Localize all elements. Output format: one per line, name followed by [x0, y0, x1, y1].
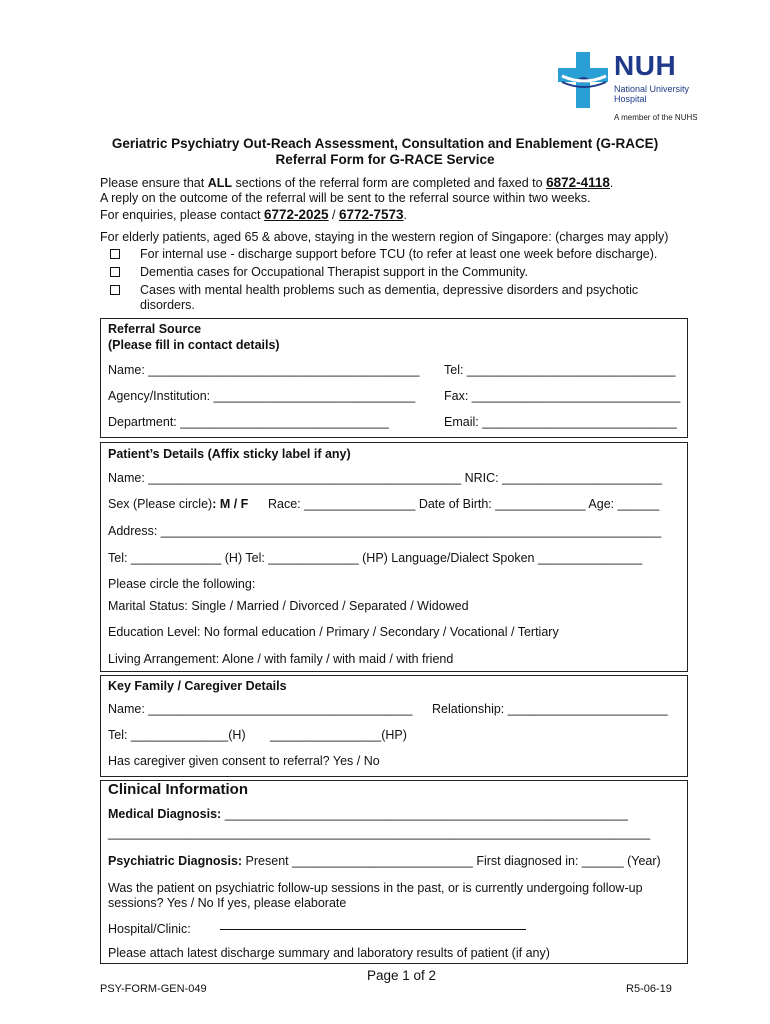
referral-department-field[interactable]: Department: ______________________________	[108, 415, 389, 429]
patient-heading: Patient’s Details (Affix sticky label if any)	[108, 447, 351, 461]
patient-circle-instruction: Please circle the following:	[108, 577, 256, 591]
intro-l1d: .	[609, 176, 614, 190]
family-tel-hp-field[interactable]: ________________(HP)	[270, 728, 407, 742]
phone-2: 6772-7573	[338, 207, 404, 222]
checkbox-dementia[interactable]	[110, 267, 120, 277]
referral-heading: Referral Source	[108, 322, 202, 336]
patient-sex-field[interactable]	[108, 497, 248, 511]
medical-diagnosis-label: Medical Diagnosis:	[108, 807, 222, 821]
form-revision: R5-06-19	[626, 983, 672, 995]
clinical-heading: Clinical Information	[108, 781, 249, 798]
intro-all: ALL	[207, 176, 233, 190]
family-name-field[interactable]: Name: ______________________________________	[108, 702, 413, 716]
checkbox-dementia-label: Dementia cases for Occupational Therapist support in the Community.	[140, 265, 528, 279]
patient-name-nric-field[interactable]: Name: _____________________________________________ NRIC: _______________________	[108, 471, 662, 485]
family-heading: Key Family / Caregiver Details	[108, 679, 287, 693]
checkbox-mental-health-label-2: disorders.	[140, 298, 195, 312]
medical-diagnosis-line-2[interactable]: ______________________________________________________________________________	[108, 826, 651, 840]
referral-tel-field[interactable]: Tel: ______________________________	[444, 363, 676, 377]
phone-sep: /	[328, 208, 339, 222]
logo-member: A member of the NUHS	[614, 113, 698, 122]
patient-education-level[interactable]: Education Level: No formal education / Primary / Secondary / Vocational / Tertiary	[108, 625, 559, 639]
psychiatric-diagnosis-label: Psychiatric Diagnosis:	[108, 854, 243, 868]
medical-diagnosis-line: __________________________________________________________	[221, 807, 628, 821]
intro-l3b: .	[403, 208, 408, 222]
logo-sub-line1: National University	[614, 84, 690, 94]
patient-address-field[interactable]: Address: ________________________________________________________________________	[108, 524, 662, 538]
checkbox-mental-health[interactable]	[110, 285, 120, 295]
referral-name-field[interactable]: Name: _______________________________________	[108, 363, 420, 377]
logo-subtitle	[614, 84, 689, 104]
referral-email-field[interactable]: Email: ____________________________	[444, 415, 677, 429]
psychiatric-diagnosis-field[interactable]	[108, 854, 661, 868]
hospital-clinic-line[interactable]	[220, 929, 526, 930]
patient-sex-label: Sex (Please circle)	[108, 497, 213, 511]
intro-line-3	[100, 207, 407, 222]
patient-race-dob-age-field[interactable]: Race: ________________ Date of Birth: _____________ Age: ______	[268, 497, 660, 511]
checkbox-mental-health-label: Cases with mental health problems such as dementia, depressive disorders and psychotic	[140, 283, 639, 297]
fax-number: 6872-4118	[546, 175, 610, 190]
intro-l3a: For enquiries, please contact	[100, 208, 264, 222]
patient-marital-status[interactable]: Marital Status: Single / Married / Divorced / Separated / Widowed	[108, 599, 469, 613]
form-title: Geriatric Psychiatry Out-Reach Assessment, Consultation and Enablement (G-RACE)	[111, 136, 659, 151]
patient-living-arrangement[interactable]: Living Arrangement: Alone / with family / with maid / with friend	[108, 652, 454, 666]
referral-agency-field[interactable]: Agency/Institution: _____________________________	[108, 389, 416, 403]
hospital-clinic-label: Hospital/Clinic:	[108, 922, 191, 936]
intro-line-4: For elderly patients, aged 65 & above, staying in the western region of Singapore: (charges may apply)	[100, 230, 669, 244]
checkbox-internal-label: For internal use - discharge support before TCU (to refer at least one week before discharge).	[140, 247, 658, 261]
psychiatric-diagnosis-rest: Present __________________________ First diagnosed in: ______ (Year)	[242, 854, 661, 868]
patient-tel-language-field[interactable]: Tel: _____________ (H) Tel: _____________ (HP) Language/Dialect Spoken _______________	[108, 551, 643, 565]
intro-line-1	[100, 175, 613, 190]
attach-instruction: Please attach latest discharge summary and laboratory results of patient (if any)	[108, 946, 550, 960]
form-subtitle: Referral Form for G-RACE Service	[275, 152, 495, 167]
patient-sex-options: : M / F	[212, 497, 249, 511]
logo-sub-line2: Hospital	[614, 94, 647, 104]
logo-title: NUH	[614, 50, 677, 81]
phone-1: 6772-2025	[263, 207, 329, 222]
checkbox-internal[interactable]	[110, 249, 120, 259]
followup-question-2[interactable]: sessions? Yes / No If yes, please elaborate	[108, 896, 347, 910]
referral-subheading: (Please fill in contact details)	[108, 338, 280, 352]
intro-l1a: Please ensure that	[100, 176, 208, 190]
followup-question-1: Was the patient on psychiatric follow-up sessions in the past, or is currently undergoing follow-up	[108, 881, 643, 895]
family-tel-home-field[interactable]: Tel: ______________(H)	[108, 728, 246, 742]
nuh-logo	[556, 50, 706, 120]
medical-diagnosis-field[interactable]	[108, 807, 628, 821]
form-code: PSY-FORM-GEN-049	[100, 983, 207, 995]
intro-l1c: sections of the referral form are completed and faxed to	[232, 176, 547, 190]
referral-fax-field[interactable]: Fax: ______________________________	[444, 389, 681, 403]
family-consent-field[interactable]: Has caregiver given consent to referral? Yes / No	[108, 754, 380, 768]
nuh-cross-icon	[556, 50, 612, 110]
family-relationship-field[interactable]: Relationship: _______________________	[432, 702, 668, 716]
intro-line-2: A reply on the outcome of the referral will be sent to the referral source within two weeks.	[100, 191, 591, 205]
page-number: Page 1 of 2	[367, 968, 437, 983]
